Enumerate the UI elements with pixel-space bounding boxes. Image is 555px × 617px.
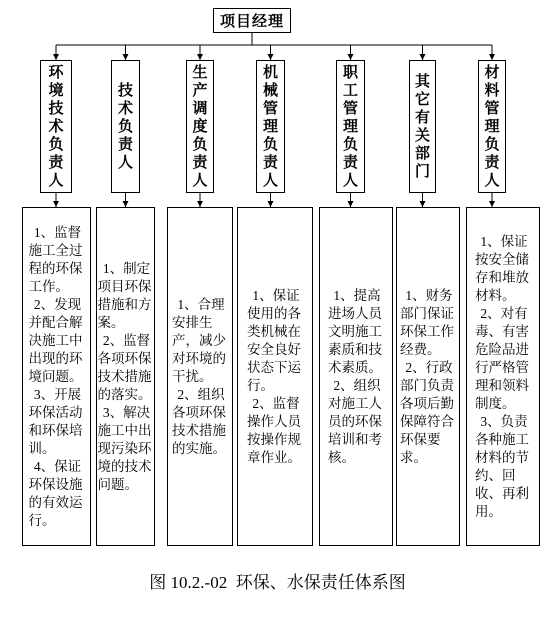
project-manager-node: [213, 8, 291, 33]
role-label: 材料管理负责人: [484, 64, 500, 189]
role-label: 技术负责人: [117, 82, 133, 171]
duty-item: 2、发现并配合解决施工中出现的环境问题。: [28, 296, 83, 384]
duties-box-materials: [466, 207, 540, 546]
duty-item: 3、解决施工中出现污染环境的技术问题。: [97, 404, 152, 492]
duty-item: 1、财务部门保证环保工作经费。: [400, 287, 454, 357]
duties-list: [98, 260, 154, 494]
duties-list: [328, 287, 384, 467]
role-node-other-departments: [409, 60, 436, 193]
duty-item: 1、合理安排生产，减少对环境的干扰。: [172, 296, 226, 384]
role-node-technical: [111, 60, 140, 193]
duty-item: 1、保证按安全储存和堆放材料。: [475, 233, 529, 303]
duty-item: 3、开展环保活动和环保培训。: [28, 386, 83, 456]
figure-caption: 图 10.2.-02 环保、水保责任体系图: [149, 573, 406, 592]
duties-list: [247, 287, 303, 467]
duties-list: [172, 296, 228, 458]
duty-item: 4、保证环保设施的有效运行。: [28, 458, 83, 528]
duties-box-technical: [96, 207, 155, 546]
duties-list: [400, 287, 456, 467]
duty-item: 2、组织对施工人员的环保培训和考核。: [328, 377, 382, 465]
duty-item: 2、监督操作人员按操作规章作业。: [247, 395, 301, 465]
duty-item: 1、提高进场人员文明施工素质和技术素质。: [328, 287, 382, 375]
duties-box-other-departments: [396, 207, 460, 546]
duties-box-staff: [319, 207, 393, 546]
duty-item: 1、保证使用的各类机械在安全良好状态下运行。: [247, 287, 301, 393]
project-manager-label: 项目经理: [219, 14, 284, 30]
duty-item: 2、对有毒、有害危险品进行严格管理和领料制度。: [475, 305, 529, 411]
role-node-materials: [478, 60, 506, 193]
duty-item: 2、行政部门负责各项后勤保障符合环保要求。: [400, 359, 454, 465]
duty-item: 2、监督各项环保技术措施的落实。: [97, 332, 152, 402]
role-label: 生产调度负责人: [192, 64, 208, 189]
role-node-production-dispatch: [186, 60, 214, 193]
role-label: 职工管理负责人: [342, 64, 358, 189]
duties-box-production-dispatch: [167, 207, 233, 546]
duty-item: 3、负责各种施工材料的节约、回收、再利用。: [475, 413, 529, 519]
role-label: 机械管理负责人: [262, 64, 278, 189]
duties-list: [475, 233, 531, 521]
role-node-environment-tech: [40, 60, 72, 193]
duty-item: 2、组织各项环保技术措施的实施。: [172, 386, 226, 456]
role-label: 其它有关部门: [414, 73, 430, 180]
role-node-machinery: [256, 60, 285, 193]
role-label: 环境技术负责人: [48, 64, 64, 189]
duties-box-machinery: [237, 207, 313, 546]
duty-item: 1、监督施工全过程的环保工作。: [28, 224, 83, 294]
duties-box-environment-tech: [22, 207, 91, 546]
duty-item: 1、制定项目环保措施和方案。: [97, 260, 152, 330]
duties-list: [29, 224, 85, 530]
role-node-staff: [336, 60, 365, 193]
